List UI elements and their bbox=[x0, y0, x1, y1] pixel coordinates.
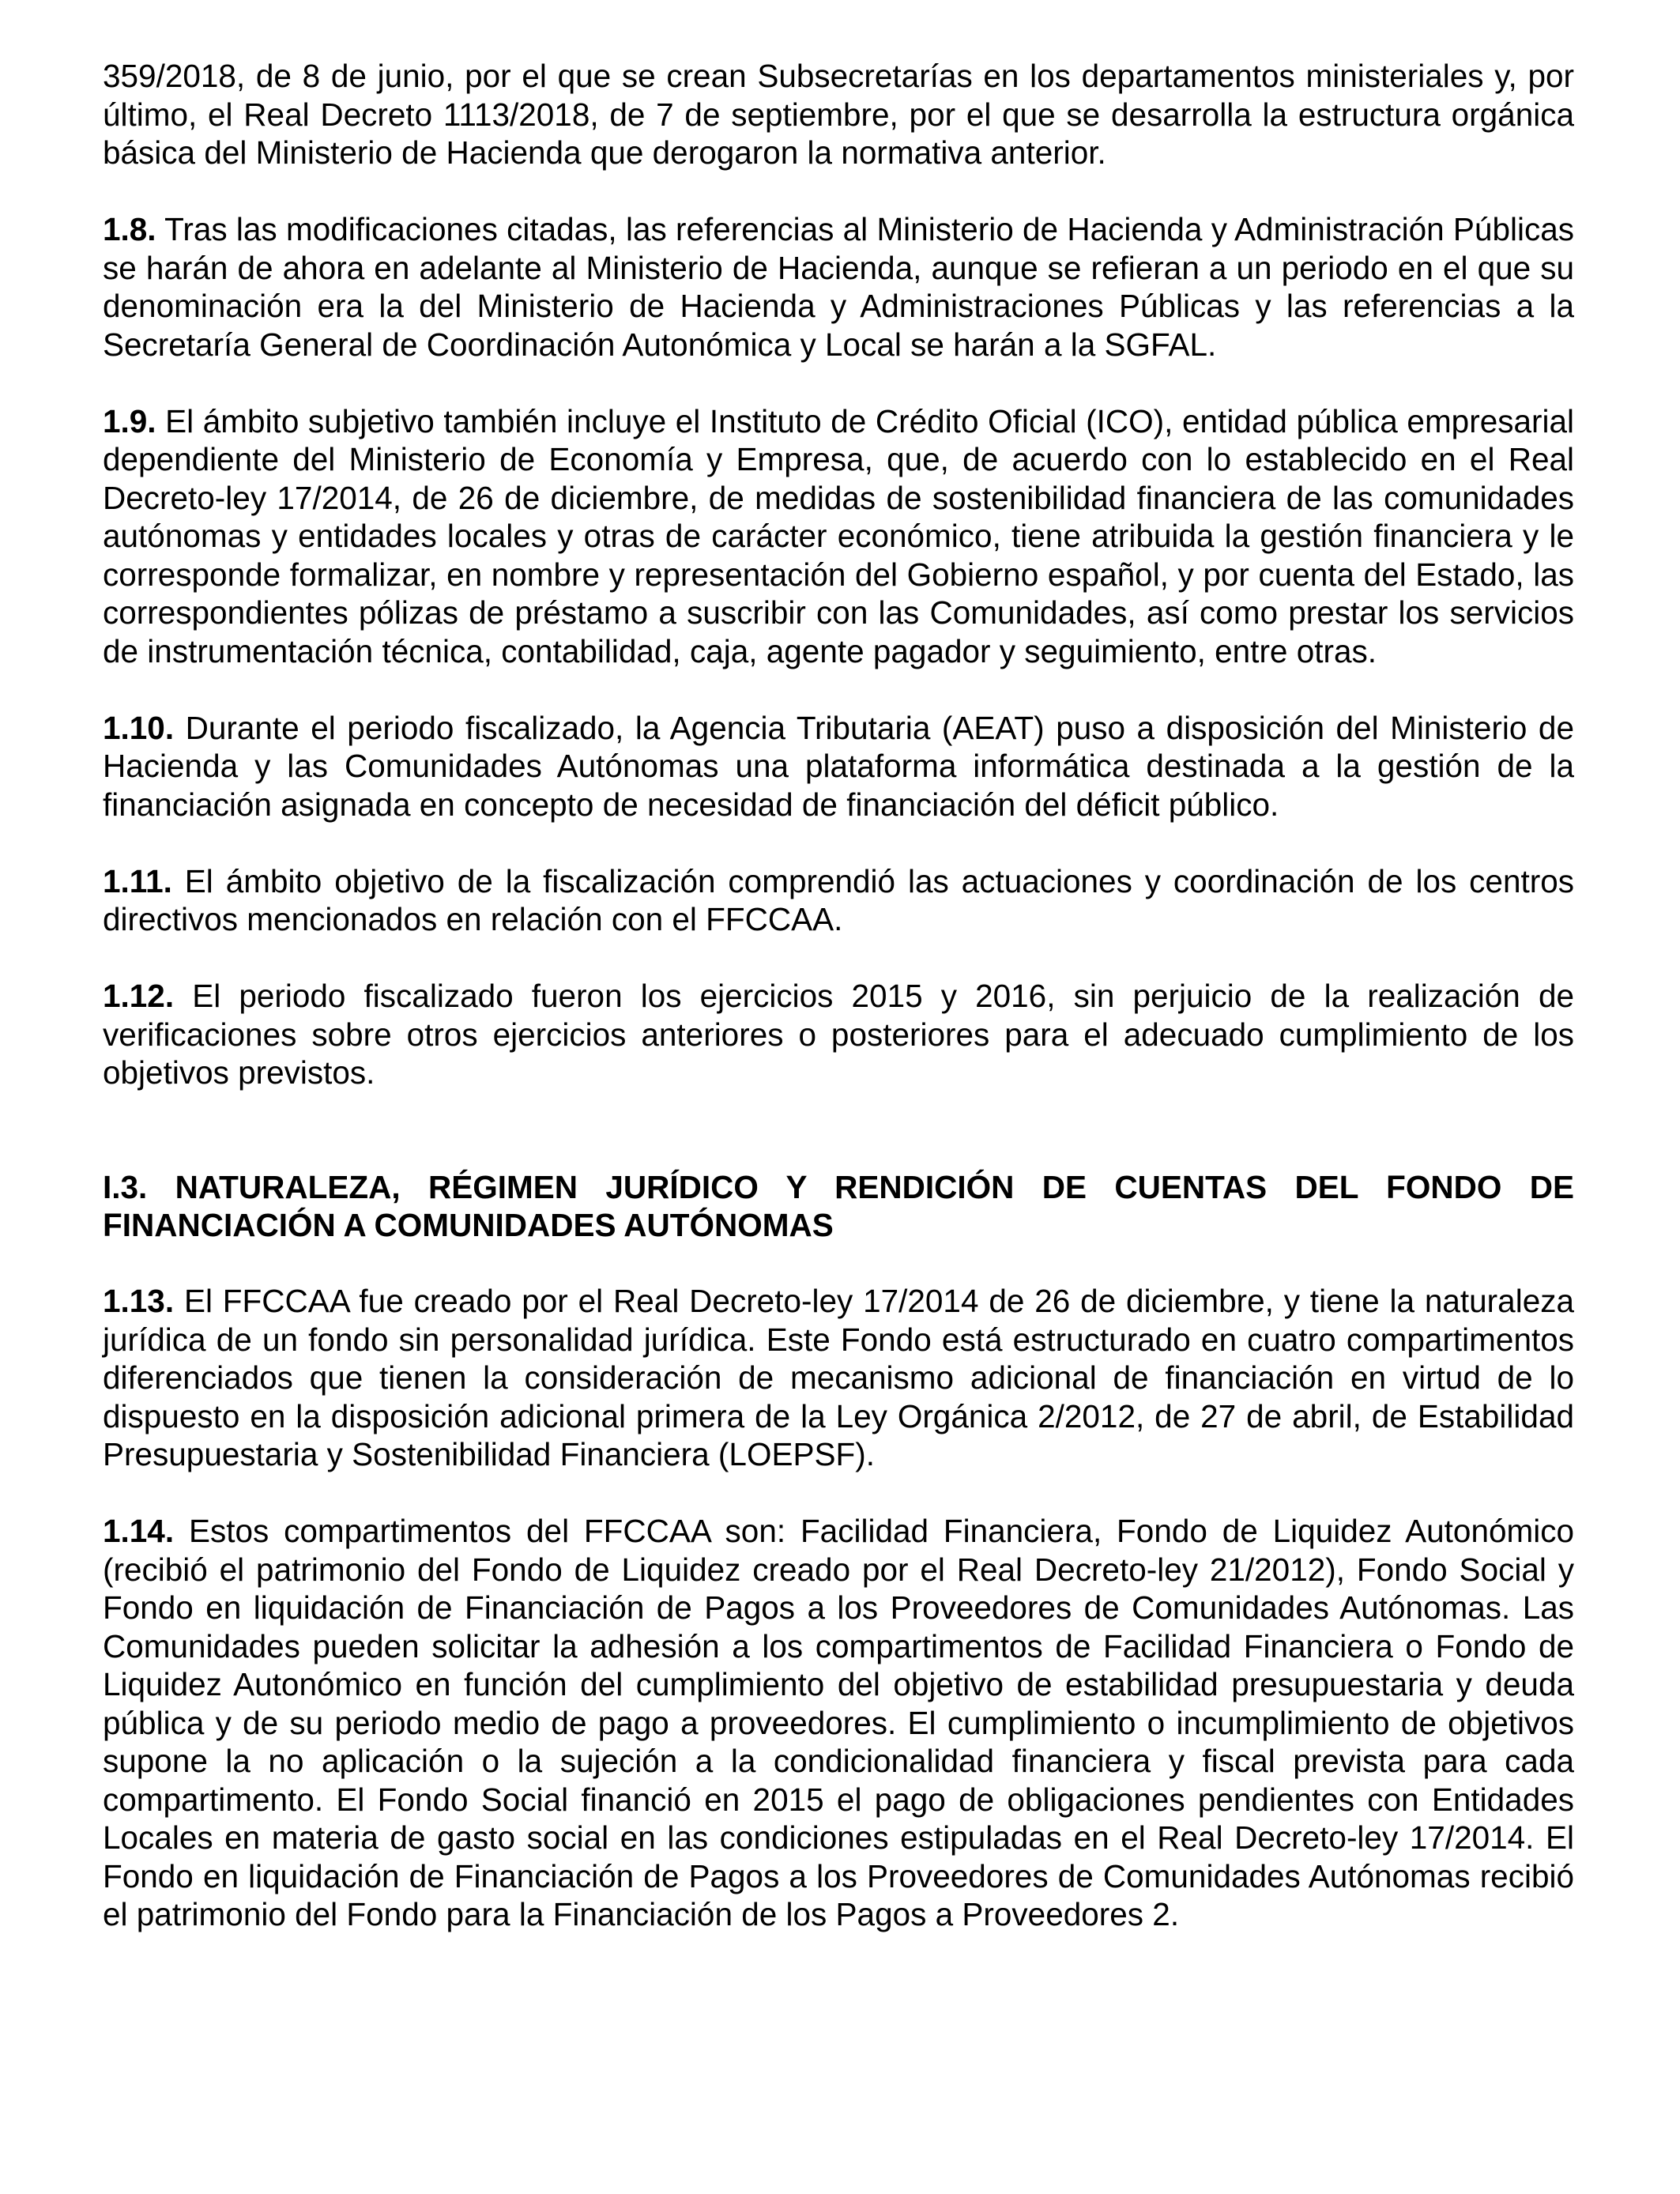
paragraph-1-11 bbox=[103, 862, 1574, 939]
paragraph-number: 1.13. bbox=[103, 1283, 175, 1319]
paragraph-number: 1.11. bbox=[103, 862, 172, 899]
intro-paragraph bbox=[103, 57, 1574, 172]
paragraph-1-14 bbox=[103, 1512, 1574, 1934]
paragraph-text: El ámbito objetivo de la fiscalización comprendió las actuaciones y coordinación de los centros directivos mencionados en relación con el FFCCAA. bbox=[103, 862, 1574, 937]
paragraph-1-13 bbox=[103, 1282, 1574, 1474]
paragraph-1-10 bbox=[103, 709, 1574, 824]
section-heading bbox=[103, 1168, 1574, 1244]
paragraph-number: 1.8. bbox=[103, 211, 156, 247]
paragraph-number: 1.9. bbox=[103, 402, 156, 439]
paragraph-text: Estos compartimentos del FFCCAA son: Facilidad Financiera, Fondo de Liquidez Autonómico (recibió el patrimonio del Fondo de Liquidez creado por el Real Decreto-ley 21/2012), Fondo Social y Fondo en liquidación de Financiación de Pagos a los Proveedores de Comunidades Autónomas. Las Comunidades pueden solicitar la adhesión a los compartimentos de Facilidad Financiera o Fondo de Liquidez Autonómico en función del cumplimiento del objetivo de estabilidad presupuestaria y deuda pública y de su periodo medio de pago a proveedores. El cumplimiento o incumplimiento de objetivos supone la no aplicación o la sujeción a la condicionalidad financiera y fiscal prevista para cada compartimento. El Fondo Social financió en 2015 el pago de obligaciones pendientes con Entidades Locales en materia de gasto social en las condiciones estipuladas en el Real Decreto-ley 17/2014. El Fondo en liquidación de Financiación de Pagos a los Proveedores de Comunidades Autónomas recibió el patrimonio del Fondo para la Financiación de los Pagos a Proveedores 2. bbox=[103, 1513, 1574, 1932]
paragraph-text: Durante el periodo fiscalizado, la Agencia Tributaria (AEAT) puso a disposición del Ministerio de Hacienda y las Comunidades Autónomas una plataforma informática destinada a la gestión de la financiación asignada en concepto de necesidad de financiación del déficit público. bbox=[103, 709, 1574, 823]
section-title: NATURALEZA, RÉGIMEN JURÍDICO Y RENDICIÓN DE CUENTAS DEL FONDO DE FINANCIACIÓN A COMUNIDADES AUTÓNOMAS bbox=[103, 1168, 1574, 1243]
paragraph-text: Tras las modificaciones citadas, las referencias al Ministerio de Hacienda y Administración Públicas se harán de ahora en adelante al Ministerio de Hacienda, aunque se refieran a un periodo en el que su denominación era la del Ministerio de Hacienda y Administraciones Públicas y las referencias a la Secretaría General de Coordinación Autonómica y Local se harán a la SGFAL. bbox=[103, 211, 1574, 363]
paragraph-number: 1.14. bbox=[103, 1513, 175, 1549]
document-page bbox=[103, 57, 1574, 1972]
section-number: I.3. bbox=[103, 1168, 148, 1205]
paragraph-number: 1.12. bbox=[103, 978, 175, 1014]
paragraph-text: El FFCCAA fue creado por el Real Decreto-ley 17/2014 de 26 de diciembre, y tiene la naturaleza jurídica de un fondo sin personalidad jurídica. Este Fondo está estructurado en cuatro compartimentos diferenciados que tienen la consideración de mecanismo adicional de financiación en virtud de lo dispuesto en la disposición adicional primera de la Ley Orgánica 2/2012, de 27 de abril, de Estabilidad Presupuestaria y Sostenibilidad Financiera (LOEPSF). bbox=[103, 1283, 1574, 1472]
paragraph-text: El ámbito subjetivo también incluye el Instituto de Crédito Oficial (ICO), entidad pública empresarial dependiente del Ministerio de Economía y Empresa, que, de acuerdo con lo establecido en el Real Decreto-ley 17/2014, de 26 de diciembre, de medidas de sostenibilidad financiera de las comunidades autónomas y entidades locales y otras de carácter económico, tiene atribuida la gestión financiera y le corresponde formalizar, en nombre y representación del Gobierno español, y por cuenta del Estado, las correspondientes pólizas de préstamo a suscribir con las Comunidades, así como prestar los servicios de instrumentación técnica, contabilidad, caja, agente pagador y seguimiento, entre otras. bbox=[103, 402, 1574, 669]
intro-text: 359/2018, de 8 de junio, por el que se crean Subsecretarías en los departamentos ministeriales y, por último, el Real Decreto 1113/2018, de 7 de septiembre, por el que se desarrolla la estructura orgánica básica del Ministerio de Hacienda que derogaron la normativa anterior. bbox=[103, 58, 1574, 171]
paragraph-number: 1.10. bbox=[103, 709, 175, 746]
paragraph-1-12 bbox=[103, 977, 1574, 1092]
paragraph-text: El periodo fiscalizado fueron los ejercicios 2015 y 2016, sin perjuicio de la realización de verificaciones sobre otros ejercicios anteriores o posteriores para el adecuado cumplimiento de los objetivos previstos. bbox=[103, 978, 1574, 1091]
paragraph-1-8 bbox=[103, 210, 1574, 364]
paragraph-1-9 bbox=[103, 402, 1574, 671]
